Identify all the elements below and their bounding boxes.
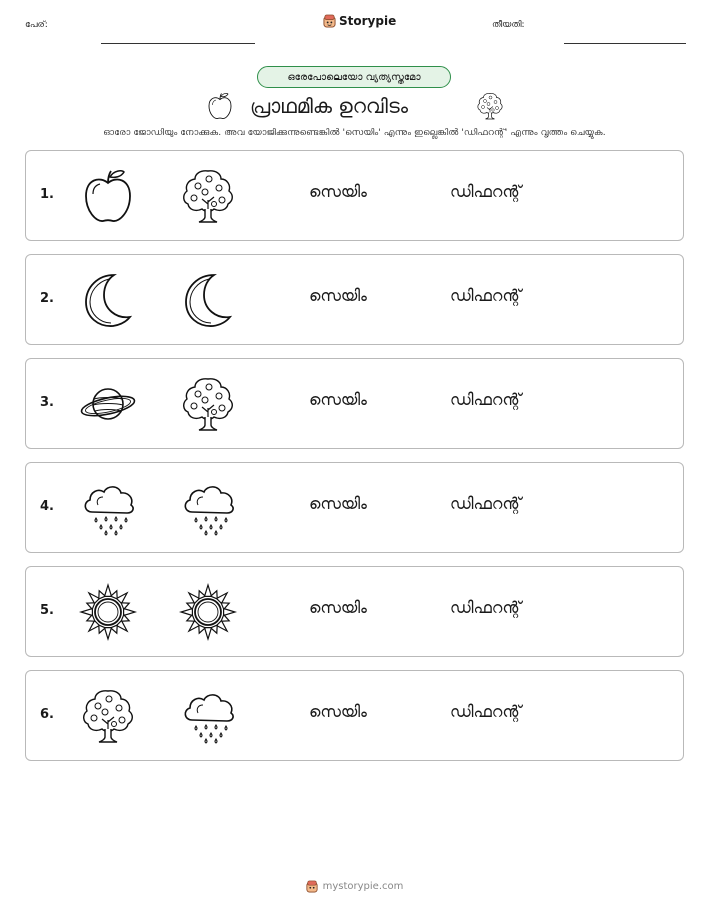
left-picture <box>78 270 138 330</box>
title-apple-icon <box>205 91 235 121</box>
right-picture <box>178 582 238 642</box>
tree-icon <box>78 686 138 746</box>
date-field[interactable] <box>564 43 686 44</box>
tree-icon <box>178 166 238 226</box>
storypie-footer-logo-icon <box>306 880 318 893</box>
right-picture <box>178 166 238 226</box>
same-option[interactable]: സെയിം <box>309 286 367 305</box>
cloud-rain-icon <box>78 478 138 538</box>
question-card <box>25 358 684 449</box>
brand-name: Storypie <box>339 14 397 28</box>
left-picture <box>78 582 138 642</box>
left-picture <box>78 686 138 746</box>
left-picture <box>78 166 138 226</box>
right-picture <box>178 478 238 538</box>
title-tree-icon <box>475 91 505 121</box>
question-number: 5. <box>40 603 54 618</box>
left-picture <box>78 374 138 434</box>
same-option[interactable]: സെയിം <box>309 494 367 513</box>
worksheet-header <box>0 10 709 40</box>
question-number: 1. <box>40 187 54 202</box>
question-number: 6. <box>40 707 54 722</box>
same-option[interactable]: സെയിം <box>309 702 367 721</box>
right-picture <box>178 270 238 330</box>
different-option[interactable]: ഡിഫറന്റ് <box>450 494 522 513</box>
question-number: 2. <box>40 291 54 306</box>
instructions: ഓരോ ജോഡിയും നോക്കുക. അവ യോജിക്കുന്നുണ്ടെങ്കിൽ 'സെയിം' എന്നും ഇല്ലെങ്കിൽ 'ഡിഫറന്റ്' എന്നും വൃത്തം ചെയ്യുക. <box>103 127 606 138</box>
question-number: 4. <box>40 499 54 514</box>
same-option[interactable]: സെയിം <box>309 182 367 201</box>
title-row <box>0 90 709 122</box>
cloud-rain-icon <box>178 478 238 538</box>
right-picture <box>178 686 238 746</box>
tree-icon <box>178 374 238 434</box>
tree-icon <box>475 91 505 121</box>
question-card <box>25 670 684 761</box>
question-card <box>25 462 684 553</box>
sun-icon <box>78 582 138 642</box>
moon-icon <box>178 270 238 330</box>
name-field[interactable] <box>101 43 255 44</box>
different-option[interactable]: ഡിഫറന്റ് <box>450 702 522 721</box>
footer-url[interactable]: mystorypie.com <box>322 881 404 892</box>
cloud-rain-icon <box>178 686 238 746</box>
same-option[interactable]: സെയിം <box>309 390 367 409</box>
same-option[interactable]: സെയിം <box>309 598 367 617</box>
topic-badge: ഒരേപോലെയോ വ്യത്യസ്തമോ <box>257 66 451 88</box>
date-label: തീയതി: <box>492 20 525 30</box>
planet-icon <box>78 374 138 434</box>
footer <box>0 880 709 893</box>
apple-icon <box>205 91 235 121</box>
right-picture <box>178 374 238 434</box>
different-option[interactable]: ഡിഫറന്റ് <box>450 286 522 305</box>
question-number: 3. <box>40 395 54 410</box>
different-option[interactable]: ഡിഫറന്റ് <box>450 390 522 409</box>
brand <box>323 14 396 28</box>
apple-icon <box>78 166 138 226</box>
question-card <box>25 150 684 241</box>
different-option[interactable]: ഡിഫറന്റ് <box>450 598 522 617</box>
page-title: പ്രാഥമിക ഉറവിടം <box>250 94 408 118</box>
moon-icon <box>78 270 138 330</box>
sun-icon <box>178 582 238 642</box>
different-option[interactable]: ഡിഫറന്റ് <box>450 182 522 201</box>
left-picture <box>78 478 138 538</box>
question-card <box>25 254 684 345</box>
storypie-logo-icon <box>323 14 336 28</box>
name-label: പേര്: <box>25 20 48 30</box>
question-card <box>25 566 684 657</box>
